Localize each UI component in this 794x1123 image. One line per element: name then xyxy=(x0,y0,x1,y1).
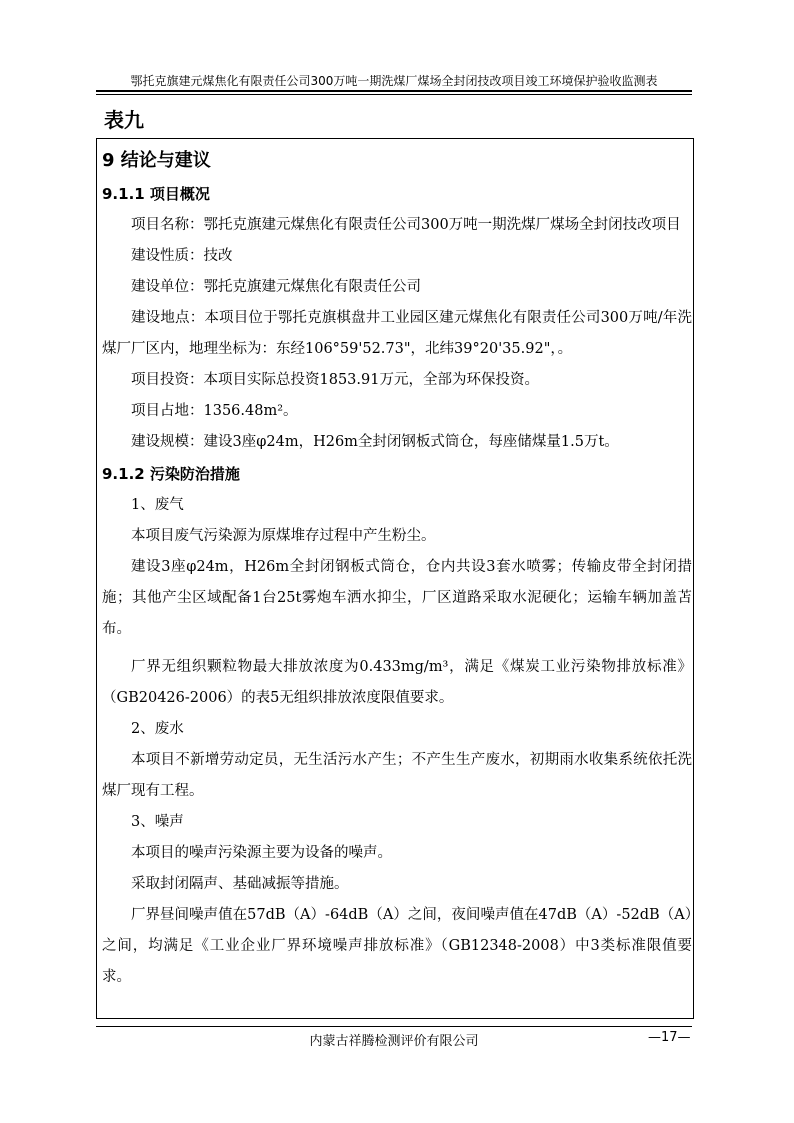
subsection-title-overview: 9.1.1 项目概况 xyxy=(102,185,210,203)
paragraph-noise-heading: 3、噪声 xyxy=(131,814,184,830)
paragraph-waste-gas-heading: 1、废气 xyxy=(131,497,184,513)
content xyxy=(102,144,692,993)
paragraph-waste-gas-measures: 建设3座φ24m，H26m全封闭钢板式筒仓，仓内共设3套水喷雾；传输皮带全封闭措施；其他产尘区域配备1台25t雾炮车洒水抑尘，厂区道路采取水泥硬化；运输车辆加盖苫布。 xyxy=(102,559,692,637)
paragraph-nature: 建设性质：技改 xyxy=(131,248,233,264)
page-header-title: 鄂托克旗建元煤焦化有限责任公司300万吨一期洗煤厂煤场全封闭技改项目竣工环境保护验收监测表 xyxy=(130,74,658,88)
table-label: 表九 xyxy=(104,108,144,132)
paragraph-waste-water-content: 本项目不新增劳动定员，无生活污水产生；不产生生产废水，初期雨水收集系统依托洗煤厂现有工程。 xyxy=(102,752,692,799)
header-rule-thin xyxy=(96,94,692,95)
paragraph-location: 建设地点：本项目位于鄂托克旗棋盘井工业园区建元煤焦化有限责任公司300万吨/年洗煤厂厂区内，地理坐标为：东经106°59'52.73"，北纬39°20'35.92"，。 xyxy=(102,310,692,357)
paragraph-waste-water-heading: 2、废水 xyxy=(131,721,184,737)
paragraph-noise-source: 本项目的噪声污染源主要为设备的噪声。 xyxy=(131,845,392,861)
header-rule-thick xyxy=(96,90,692,92)
footer-company: 内蒙古祥腾检测评价有限公司 xyxy=(309,1034,479,1049)
paragraph-waste-gas-source: 本项目废气污染源为原煤堆存过程中产生粉尘。 xyxy=(131,528,436,544)
paragraph-unit: 建设单位：鄂托克旗建元煤焦化有限责任公司 xyxy=(131,279,421,295)
footer-rule xyxy=(96,1026,692,1027)
paragraph-waste-gas-result: 厂界无组织颗粒物最大排放浓度为0.433mg/m³，满足《煤炭工业污染物排放标准》（GB20426-2006）的表5无组织排放浓度限值要求。 xyxy=(102,659,692,706)
paragraph-area: 项目占地：1356.48m²。 xyxy=(131,403,298,419)
paragraph-noise-result: 厂界昼间噪声值在57dB（A）-64dB（A）之间，夜间噪声值在47dB（A）-52dB（A）之间，均满足《工业企业厂界环境噪声排放标准》（GB12348-2008）中3类标准限值要求。 xyxy=(102,907,692,985)
subsection-title-pollution: 9.1.2 污染防治措施 xyxy=(102,465,240,483)
paragraph-scale: 建设规模：建设3座φ24m，H26m全封闭钢板式筒仓，每座储煤量1.5万t。 xyxy=(131,434,619,450)
paragraph-project-name: 项目名称：鄂托克旗建元煤焦化有限责任公司300万吨一期洗煤厂煤场全封闭技改项目 xyxy=(131,217,681,233)
paragraph-noise-measures: 采取封闭隔声、基础减振等措施。 xyxy=(131,876,349,892)
paragraph-investment: 项目投资：本项目实际总投资1853.91万元，全部为环保投资。 xyxy=(131,372,539,388)
section-title: 9 结论与建议 xyxy=(102,150,211,171)
page-number: —17— xyxy=(648,1030,691,1045)
